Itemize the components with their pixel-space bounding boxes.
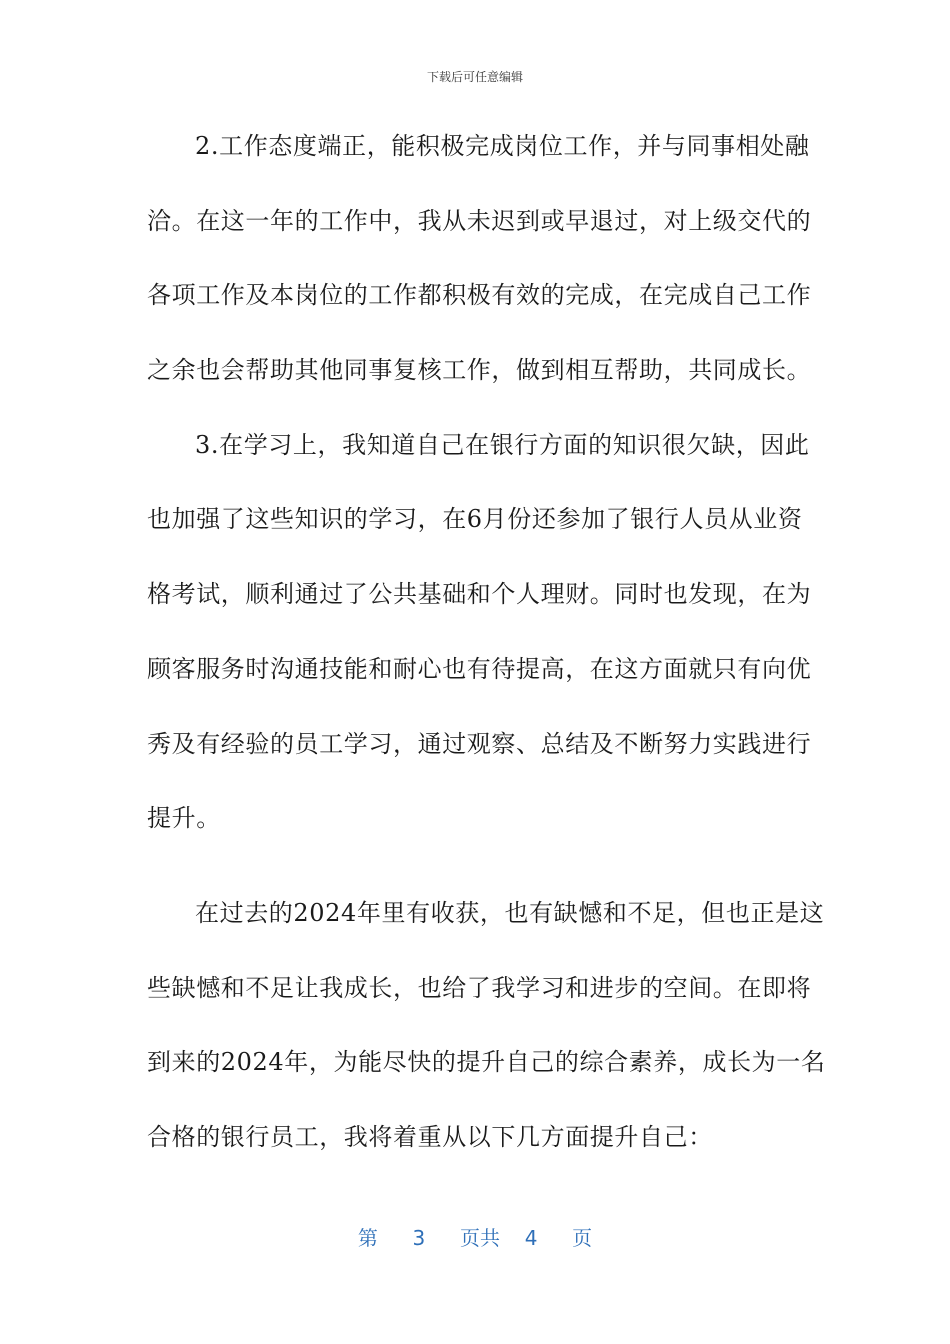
text-line: 也加强了这些知识的学习，在6月份还参加了银行人员从业资 — [147, 505, 803, 534]
page-label-prefix: 第 — [357, 1226, 378, 1250]
paragraph — [147, 417, 812, 865]
text-line: 秀及有经验的员工学习，通过观察、总结及不断努力实践进行 — [147, 729, 812, 758]
text-line: 3.在学习上，我知道自己在银行方面的知识很欠缺，因此 — [195, 430, 810, 459]
text-line: 在过去的2024年里有收获，也有缺憾和不足，但也正是这 — [195, 898, 825, 927]
page-label-suffix: 页 — [572, 1226, 593, 1250]
text-line: 顾客服务时沟通技能和耐心也有待提高，在这方面就只有向优 — [147, 654, 812, 683]
text-line: 之余也会帮助其他同事复核工作，做到相互帮助，共同成长。 — [147, 356, 812, 385]
paragraph — [147, 118, 812, 417]
page-footer — [0, 1222, 950, 1251]
text-line: 提升。 — [147, 804, 221, 833]
text-line: 各项工作及本岗位的工作都积极有效的完成，在完成自己工作 — [147, 281, 812, 310]
document-body — [147, 118, 826, 1184]
page-label-middle: 页共 — [460, 1226, 500, 1250]
total-page-number: 4 — [524, 1226, 538, 1250]
text-line: 些缺憾和不足让我成长，也给了我学习和进步的空间。在即将 — [147, 973, 812, 1002]
text-line: 2.工作态度端正，能积极完成岗位工作，并与同事相处融 — [195, 132, 810, 160]
paragraph — [147, 885, 826, 1184]
page-header: 下载后可任意编辑 — [426, 70, 523, 84]
text-line: 到来的2024年，为能尽快的提升自己的综合素养，成长为一名 — [147, 1048, 826, 1077]
text-line: 格考试，顺利通过了公共基础和个人理财。同时也发现，在为 — [147, 580, 812, 609]
text-line: 合格的银行员工，我将着重从以下几方面提升自己： — [147, 1122, 713, 1151]
text-line: 洽。在这一年的工作中，我从未迟到或早退过，对上级交代的 — [147, 206, 812, 235]
current-page-number: 3 — [412, 1226, 426, 1250]
